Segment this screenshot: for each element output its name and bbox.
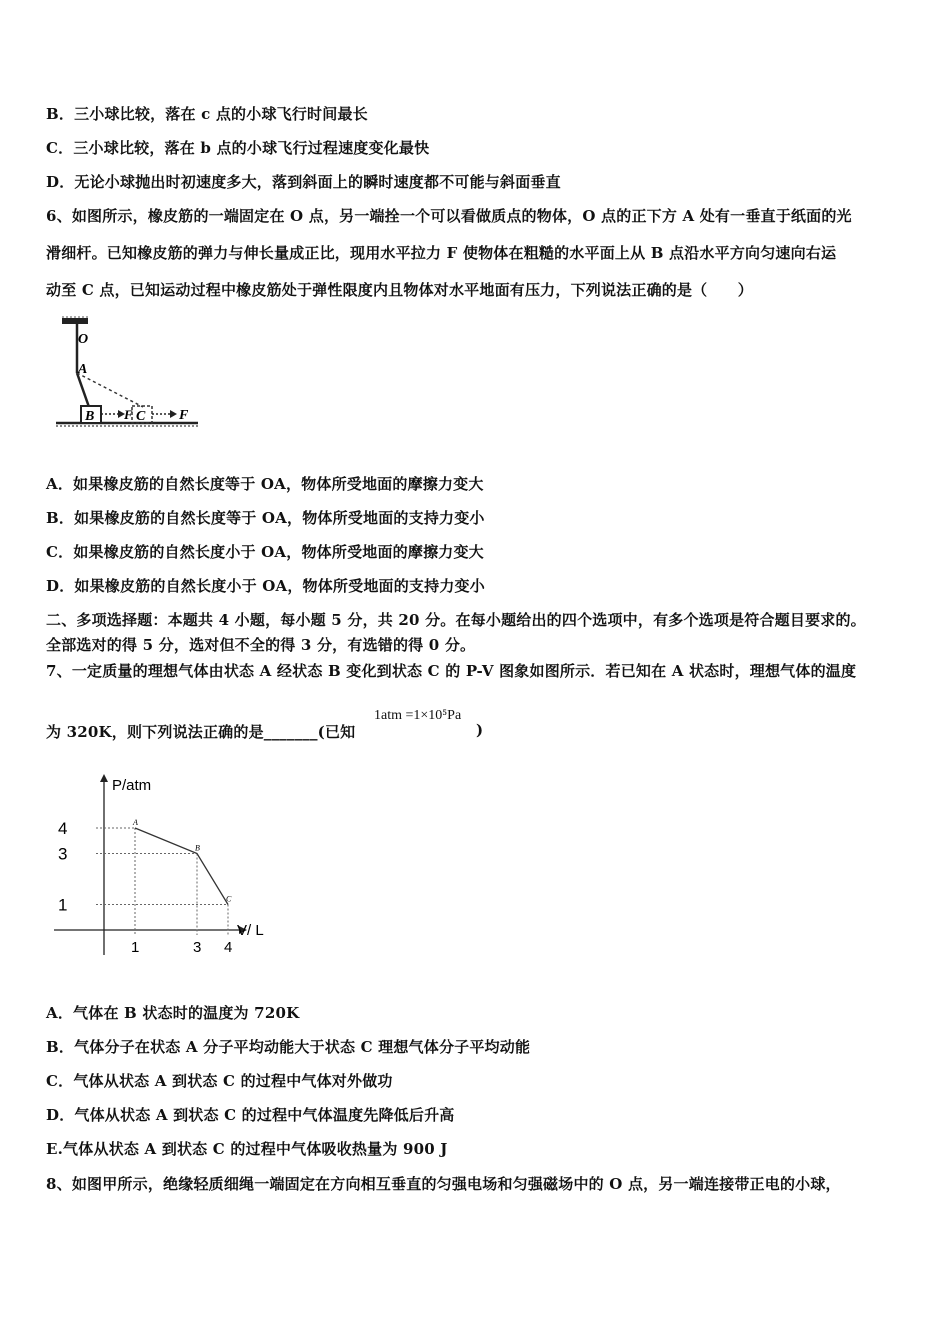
q7-option-c: C．气体从状态 A 到状态 C 的过程中气体对外做功 [46,1072,393,1090]
q5-option-c: C．三小球比较，落在 b 点的小球飞行过程速度变化最快 [46,139,430,157]
q5-option-b: B．三小球比较，落在 c 点的小球飞行时间最长 [46,105,368,123]
q6-stem-line3: 动至 C 点，已知运动过程中橡皮筋处于弹性限度内且物体对水平地面有压力，下列说法正确的是（ ） [46,281,753,299]
q5-option-d: D．无论小球抛出时初速度多大，落到斜面上的瞬时速度都不可能与斜面垂直 [46,173,561,191]
ceiling-bar [62,318,88,324]
q6-stem-line1: 6、如图所示，橡皮筋的一端固定在 O 点，另一端拴一个可以看做质点的物体，O 点的正下方 A 处有一垂直于纸面的光 [46,207,852,225]
series-line [135,828,228,905]
q6-rubber-band-figure [48,315,208,440]
point-label-A: A [133,818,138,827]
point-label-B: B [195,843,200,853]
label-c: C [136,409,146,424]
q7-option-a: A．气体在 B 状态时的温度为 720K [46,1004,300,1022]
point-label-C: C [226,894,232,904]
band-ab [77,373,89,407]
q7-option-b: B．气体分子在状态 A 分子平均动能大于状态 C 理想气体分子平均动能 [46,1038,531,1056]
q6-option-b: B．如果橡皮筋的自然长度等于 OA，物体所受地面的支持力变小 [46,509,485,527]
section2-line2: 全部选对的得 5 分，选对但不全的得 3 分，有选错的得 0 分。 [46,636,476,654]
x-tick-1: 1 [131,939,140,956]
q6-stem-line2: 滑细杆。已知橡皮筋的弹力与伸长量成正比，现用水平拉力 F 使物体在粗糙的水平面上从 B 点沿水平方向匀速向右运 [46,244,837,262]
label-f1: F [124,407,133,422]
section2-line1: 二、多项选择题：本题共 4 小题，每小题 5 分，共 20 分。在每小题给出的四个选项中，有多个选项是符合题目要求的。 [46,611,866,629]
force-arrow-2 [170,410,177,418]
q7-stem-line2: 为 320K，则下列说法正确的是_______(已知 [46,723,356,741]
q7-formula: 1atm =1×10⁵Pa [374,708,462,723]
label-a: A [78,362,88,377]
x-tick-4: 4 [224,939,233,956]
y-axis-label: P/atm [112,777,152,794]
q7-option-d: D．气体从状态 A 到状态 C 的过程中气体温度先降低后升高 [46,1106,455,1124]
label-b: B [85,409,95,424]
q7-stem-line1: 7、一定质量的理想气体由状态 A 经状态 B 变化到状态 C 的 P-V 图象如图所示．若已知在 A 状态时，理想气体的温度 [46,662,857,680]
y-tick-4: 4 [58,819,68,838]
y-tick-3: 3 [58,844,68,864]
x-tick-3: 3 [193,939,202,956]
x-axis-label: V/ L [237,922,264,939]
q8-stem-line1: 8、如图甲所示，绝缘轻质细绳一端固定在方向相互垂直的匀强电场和匀强磁场中的 O 点，另一端连接带正电的小球， [46,1175,841,1193]
label-o: O [78,332,89,347]
q6-option-d: D．如果橡皮筋的自然长度小于 OA，物体所受地面的支持力变小 [46,577,485,595]
y-axis-arrow [100,774,108,782]
q6-option-a: A．如果橡皮筋的自然长度等于 OA，物体所受地面的摩擦力变大 [46,475,484,493]
y-tick-1: 1 [58,895,68,915]
q7-stem-close: ) [476,721,484,739]
label-f2: F [179,408,189,423]
q6-option-c: C．如果橡皮筋的自然长度小于 OA，物体所受地面的摩擦力变大 [46,543,484,561]
pv-diagram [44,770,284,965]
q7-option-e: E.气体从状态 A 到状态 C 的过程中气体吸收热量为 900 J [46,1140,448,1158]
